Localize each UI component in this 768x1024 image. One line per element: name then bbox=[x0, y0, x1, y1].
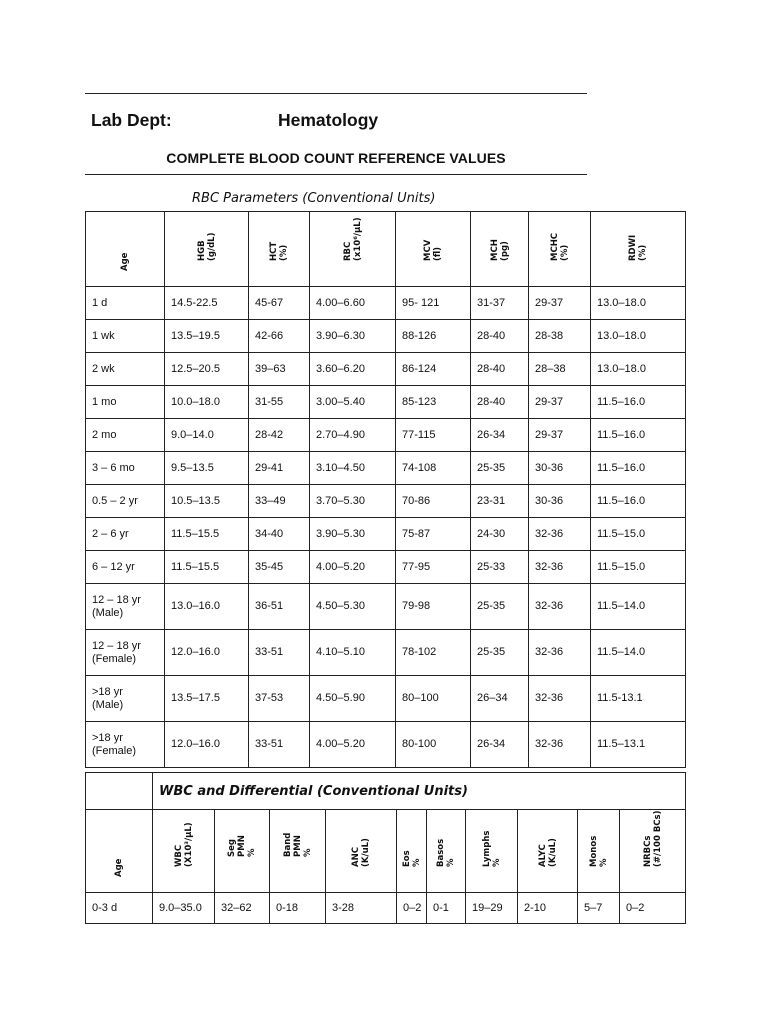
wbc-col-header-wbc bbox=[153, 810, 215, 893]
rbc-value-cell: 33-51 bbox=[249, 722, 310, 768]
rbc-value-cell: 28-38 bbox=[529, 320, 591, 353]
rbc-value-cell: 37-53 bbox=[249, 676, 310, 722]
rbc-value-cell: 11.5–14.0 bbox=[591, 630, 686, 676]
rbc-col-label-age: Age bbox=[120, 252, 130, 271]
rbc-row bbox=[86, 630, 686, 676]
rbc-value-cell: 33-51 bbox=[249, 630, 310, 676]
rbc-row bbox=[86, 386, 686, 419]
rbc-col-header-rbc bbox=[310, 212, 396, 287]
rbc-value-cell: 77-115 bbox=[396, 419, 471, 452]
rbc-row bbox=[86, 485, 686, 518]
rbc-table-body bbox=[86, 287, 686, 768]
rbc-value-cell: 11.5–16.0 bbox=[591, 485, 686, 518]
rbc-value-cell: 11.5–16.0 bbox=[591, 419, 686, 452]
wbc-col-label-basos: Basos % bbox=[436, 838, 456, 867]
wbc-col-label-anc: ANC (K/uL) bbox=[351, 838, 371, 867]
wbc-value-cell: 5–7 bbox=[578, 893, 620, 924]
wbc-value-cell: 0-1 bbox=[427, 893, 466, 924]
rbc-value-cell: 4.00–5.20 bbox=[310, 551, 396, 584]
rbc-col-label-rbc: RBC (x10⁶/µL) bbox=[342, 217, 363, 261]
wbc-age-cell: 0-3 d bbox=[86, 893, 153, 924]
rbc-value-cell: 13.0–18.0 bbox=[591, 353, 686, 386]
rbc-row bbox=[86, 353, 686, 386]
rbc-value-cell: 4.00–6.60 bbox=[310, 287, 396, 320]
rbc-value-cell: 26-34 bbox=[471, 722, 529, 768]
rbc-value-cell: 34-40 bbox=[249, 518, 310, 551]
rbc-value-cell: 35-45 bbox=[249, 551, 310, 584]
rbc-age-cell: 2 wk bbox=[86, 353, 165, 386]
wbc-col-header-nrbcs bbox=[620, 810, 686, 893]
wbc-col-label-lymphs: Lymphs % bbox=[481, 830, 502, 867]
rbc-col-header-mch bbox=[471, 212, 529, 287]
rbc-col-header-hgb bbox=[165, 212, 249, 287]
rbc-age-cell: >18 yr (Male) bbox=[86, 676, 165, 722]
rbc-value-cell: 75-87 bbox=[396, 518, 471, 551]
rbc-value-cell: 3.90–6.30 bbox=[310, 320, 396, 353]
rbc-value-cell: 32-36 bbox=[529, 630, 591, 676]
rbc-value-cell: 3.10–4.50 bbox=[310, 452, 396, 485]
rbc-value-cell: 13.5–19.5 bbox=[165, 320, 249, 353]
rbc-value-cell: 85-123 bbox=[396, 386, 471, 419]
rbc-value-cell: 28-40 bbox=[471, 386, 529, 419]
rbc-value-cell: 12.0–16.0 bbox=[165, 630, 249, 676]
rbc-age-cell: 12 – 18 yr (Female) bbox=[86, 630, 165, 676]
rbc-value-cell: 24-30 bbox=[471, 518, 529, 551]
title-rule bbox=[85, 174, 587, 175]
wbc-col-label-nrbcs: NRBCs (#/100 BCs) bbox=[642, 810, 663, 867]
rbc-age-cell: 3 – 6 mo bbox=[86, 452, 165, 485]
wbc-value-cell: 0–2 bbox=[397, 893, 427, 924]
rbc-header-row bbox=[86, 212, 686, 287]
rbc-value-cell: 29-37 bbox=[529, 386, 591, 419]
rbc-value-cell: 45-67 bbox=[249, 287, 310, 320]
rbc-col-header-mchc bbox=[529, 212, 591, 287]
rbc-value-cell: 11.5-13.1 bbox=[591, 676, 686, 722]
rbc-row bbox=[86, 676, 686, 722]
rbc-value-cell: 25-33 bbox=[471, 551, 529, 584]
rbc-reference-table bbox=[85, 211, 686, 768]
rbc-col-label-hct: HCT (%) bbox=[269, 241, 289, 261]
rbc-value-cell: 13.0–18.0 bbox=[591, 287, 686, 320]
rbc-value-cell: 11.5–13.1 bbox=[591, 722, 686, 768]
rbc-value-cell: 11.5–16.0 bbox=[591, 452, 686, 485]
wbc-value-cell: 9.0–35.0 bbox=[153, 893, 215, 924]
wbc-col-header-age bbox=[86, 810, 153, 893]
wbc-caption-spacer bbox=[86, 773, 153, 810]
rbc-value-cell: 33–49 bbox=[249, 485, 310, 518]
rbc-value-cell: 3.70–5.30 bbox=[310, 485, 396, 518]
rbc-value-cell: 32-36 bbox=[529, 551, 591, 584]
rbc-age-cell: 1 mo bbox=[86, 386, 165, 419]
rbc-value-cell: 4.00–5.20 bbox=[310, 722, 396, 768]
rbc-col-label-hgb: HGB (g/dL) bbox=[196, 232, 217, 261]
wbc-col-label-eos: Eos % bbox=[401, 850, 422, 867]
rbc-value-cell: 3.00–5.40 bbox=[310, 386, 396, 419]
wbc-col-label-seg: Seg PMN % bbox=[227, 835, 257, 857]
rbc-col-header-age bbox=[86, 212, 165, 287]
wbc-col-header-seg bbox=[215, 810, 270, 893]
wbc-value-cell: 3-28 bbox=[326, 893, 397, 924]
rbc-col-header-rdwi bbox=[591, 212, 686, 287]
rbc-value-cell: 70-86 bbox=[396, 485, 471, 518]
rbc-value-cell: 4.10–5.10 bbox=[310, 630, 396, 676]
rbc-value-cell: 11.5–16.0 bbox=[591, 386, 686, 419]
wbc-col-label-monos: Monos % bbox=[588, 835, 609, 867]
rbc-section-caption: RBC Parameters (Conventional Units) bbox=[192, 191, 436, 206]
wbc-col-header-monos bbox=[578, 810, 620, 893]
wbc-value-cell: 0–2 bbox=[620, 893, 686, 924]
rbc-row bbox=[86, 452, 686, 485]
rbc-value-cell: 28–38 bbox=[529, 353, 591, 386]
wbc-col-header-band bbox=[270, 810, 326, 893]
rbc-age-cell: >18 yr (Female) bbox=[86, 722, 165, 768]
rbc-value-cell: 32-36 bbox=[529, 584, 591, 630]
rbc-value-cell: 39–63 bbox=[249, 353, 310, 386]
rbc-value-cell: 10.0–18.0 bbox=[165, 386, 249, 419]
rbc-value-cell: 9.0–14.0 bbox=[165, 419, 249, 452]
rbc-value-cell: 23-31 bbox=[471, 485, 529, 518]
rbc-value-cell: 31-55 bbox=[249, 386, 310, 419]
rbc-row bbox=[86, 722, 686, 768]
wbc-value-cell: 32–62 bbox=[215, 893, 270, 924]
rbc-value-cell: 11.5–15.0 bbox=[591, 518, 686, 551]
document-title: COMPLETE BLOOD COUNT REFERENCE VALUES bbox=[166, 150, 506, 166]
rbc-row bbox=[86, 584, 686, 630]
rbc-row bbox=[86, 551, 686, 584]
rbc-value-cell: 30-36 bbox=[529, 452, 591, 485]
rbc-value-cell: 28-42 bbox=[249, 419, 310, 452]
wbc-row bbox=[86, 893, 686, 924]
rbc-value-cell: 32-36 bbox=[529, 722, 591, 768]
rbc-value-cell: 26–34 bbox=[471, 676, 529, 722]
rbc-value-cell: 3.90–5.30 bbox=[310, 518, 396, 551]
rbc-value-cell: 31-37 bbox=[471, 287, 529, 320]
wbc-col-label-alyc: ALYC (K/uL) bbox=[537, 838, 558, 867]
rbc-value-cell: 4.50–5.30 bbox=[310, 584, 396, 630]
rbc-col-header-hct bbox=[249, 212, 310, 287]
rbc-value-cell: 28-40 bbox=[471, 320, 529, 353]
rbc-value-cell: 78-102 bbox=[396, 630, 471, 676]
rbc-col-label-mch: MCH (pg) bbox=[489, 239, 510, 261]
rbc-age-cell: 2 – 6 yr bbox=[86, 518, 165, 551]
rbc-value-cell: 25-35 bbox=[471, 630, 529, 676]
rbc-value-cell: 79-98 bbox=[396, 584, 471, 630]
rbc-value-cell: 36-51 bbox=[249, 584, 310, 630]
rbc-value-cell: 11.5–15.0 bbox=[591, 551, 686, 584]
rbc-value-cell: 28-40 bbox=[471, 353, 529, 386]
rbc-col-header-mcv bbox=[396, 212, 471, 287]
rbc-value-cell: 32-36 bbox=[529, 676, 591, 722]
rbc-value-cell: 14.5-22.5 bbox=[165, 287, 249, 320]
wbc-value-cell: 0-18 bbox=[270, 893, 326, 924]
rbc-value-cell: 4.50–5.90 bbox=[310, 676, 396, 722]
lab-dept-label: Lab Dept: bbox=[91, 110, 172, 130]
rbc-value-cell: 80–100 bbox=[396, 676, 471, 722]
rbc-value-cell: 88-126 bbox=[396, 320, 471, 353]
rbc-value-cell: 95- 121 bbox=[396, 287, 471, 320]
rbc-value-cell: 32-36 bbox=[529, 518, 591, 551]
rbc-value-cell: 13.0–18.0 bbox=[591, 320, 686, 353]
rbc-value-cell: 29-41 bbox=[249, 452, 310, 485]
rbc-value-cell: 80-100 bbox=[396, 722, 471, 768]
rbc-value-cell: 3.60–6.20 bbox=[310, 353, 396, 386]
rbc-value-cell: 12.0–16.0 bbox=[165, 722, 249, 768]
rbc-value-cell: 12.5–20.5 bbox=[165, 353, 249, 386]
rbc-value-cell: 13.0–16.0 bbox=[165, 584, 249, 630]
rbc-value-cell: 74-108 bbox=[396, 452, 471, 485]
wbc-table-body bbox=[86, 773, 686, 924]
rbc-value-cell: 30-36 bbox=[529, 485, 591, 518]
wbc-value-cell: 19–29 bbox=[466, 893, 518, 924]
rbc-row bbox=[86, 287, 686, 320]
rbc-value-cell: 11.5–15.5 bbox=[165, 551, 249, 584]
top-rule bbox=[85, 93, 587, 94]
rbc-value-cell: 13.5–17.5 bbox=[165, 676, 249, 722]
rbc-value-cell: 11.5–14.0 bbox=[591, 584, 686, 630]
rbc-age-cell: 2 mo bbox=[86, 419, 165, 452]
wbc-col-header-lymphs bbox=[466, 810, 518, 893]
wbc-section-caption: WBC and Differential (Conventional Units) bbox=[153, 773, 686, 810]
wbc-col-header-anc bbox=[326, 810, 397, 893]
rbc-row bbox=[86, 518, 686, 551]
rbc-value-cell: 42-66 bbox=[249, 320, 310, 353]
wbc-col-header-eos bbox=[397, 810, 427, 893]
wbc-reference-table bbox=[85, 772, 686, 924]
wbc-value-cell: 2-10 bbox=[518, 893, 578, 924]
rbc-value-cell: 2.70–4.90 bbox=[310, 419, 396, 452]
rbc-row bbox=[86, 419, 686, 452]
wbc-caption-row bbox=[86, 773, 686, 810]
rbc-col-label-mchc: MCHC (%) bbox=[549, 232, 570, 261]
wbc-header-row bbox=[86, 810, 686, 893]
wbc-col-label-band: Band PMN % bbox=[282, 832, 313, 857]
rbc-value-cell: 10.5–13.5 bbox=[165, 485, 249, 518]
wbc-col-label-wbc: WBC (X10³/µL) bbox=[173, 822, 194, 867]
rbc-age-cell: 12 – 18 yr (Male) bbox=[86, 584, 165, 630]
rbc-value-cell: 29-37 bbox=[529, 287, 591, 320]
rbc-value-cell: 29-37 bbox=[529, 419, 591, 452]
wbc-col-label-age: Age bbox=[114, 858, 124, 877]
rbc-age-cell: 1 d bbox=[86, 287, 165, 320]
rbc-value-cell: 25-35 bbox=[471, 452, 529, 485]
rbc-col-label-rdwi: RDWI (%) bbox=[628, 234, 648, 261]
wbc-col-header-basos bbox=[427, 810, 466, 893]
rbc-value-cell: 26-34 bbox=[471, 419, 529, 452]
rbc-value-cell: 25-35 bbox=[471, 584, 529, 630]
rbc-value-cell: 86-124 bbox=[396, 353, 471, 386]
rbc-value-cell: 77-95 bbox=[396, 551, 471, 584]
rbc-row bbox=[86, 320, 686, 353]
wbc-col-header-alyc bbox=[518, 810, 578, 893]
rbc-value-cell: 11.5–15.5 bbox=[165, 518, 249, 551]
rbc-age-cell: 0.5 – 2 yr bbox=[86, 485, 165, 518]
rbc-age-cell: 6 – 12 yr bbox=[86, 551, 165, 584]
rbc-col-label-mcv: MCV (fl) bbox=[423, 239, 443, 261]
lab-dept-value: Hematology bbox=[278, 110, 379, 130]
rbc-value-cell: 9.5–13.5 bbox=[165, 452, 249, 485]
rbc-age-cell: 1 wk bbox=[86, 320, 165, 353]
